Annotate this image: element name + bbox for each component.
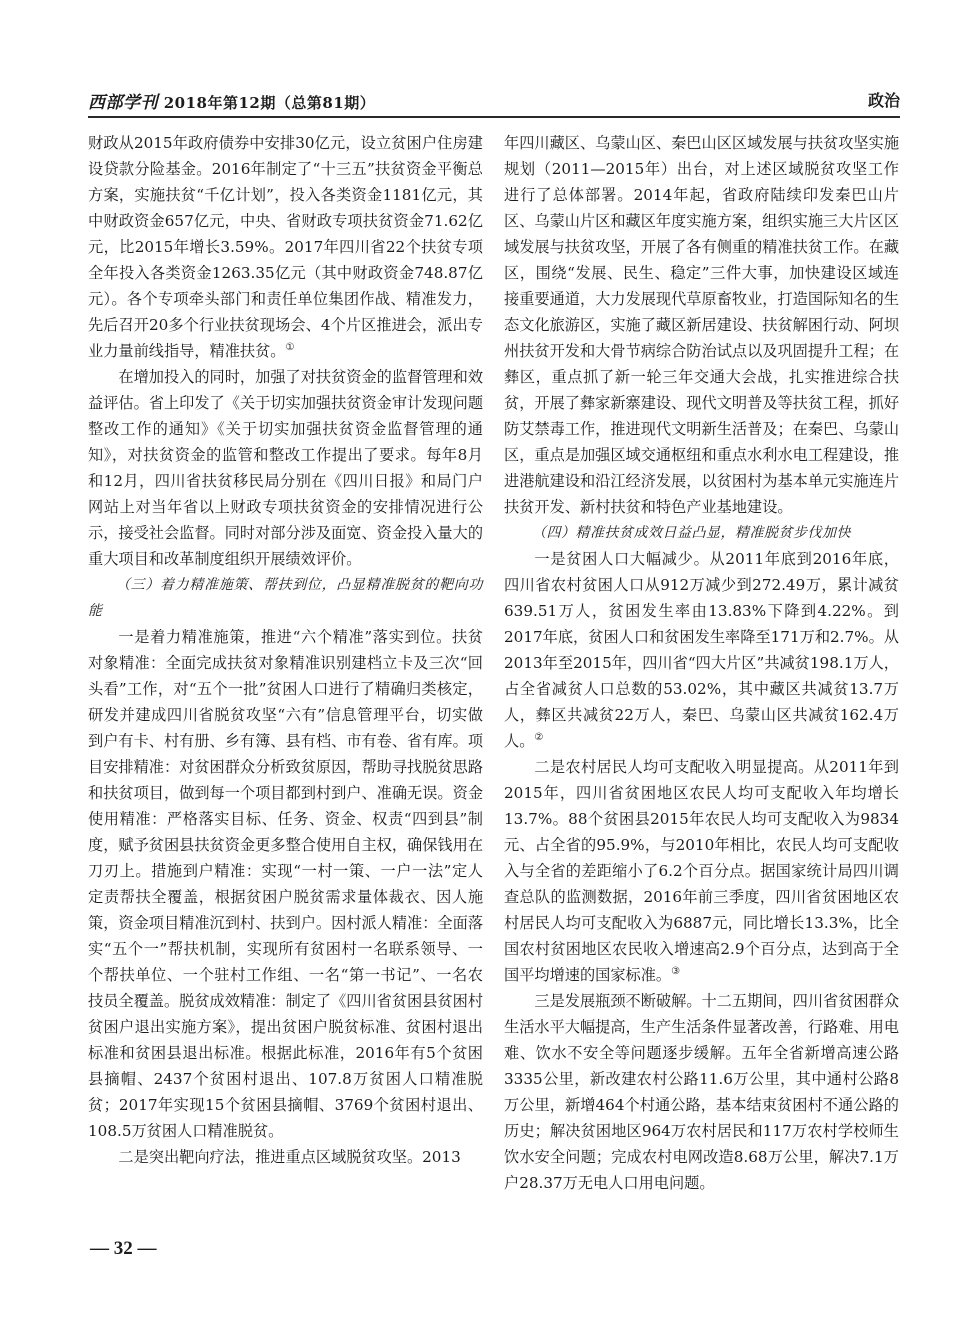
paragraph: 二是突出靶向疗法，推进重点区域脱贫攻坚。2013 (118, 1148, 461, 1166)
footnote-marker: ② (534, 731, 544, 743)
footnote-marker: ① (285, 341, 295, 353)
footnote-marker: ③ (671, 965, 681, 977)
section-label: 政治 (867, 91, 900, 110)
left-column (88, 130, 483, 1170)
paragraph: 一是着力精准施策，推进“六个精准”落实到位。扶贫对象精准：全面完成扶贫对象精准识别建档立卡及三次“回头看”工作，对“五个一批”贫困人口进行了精确归类核定，研发并建成四川省脱贫攻坚“六有”信息管理平台，切实做到户有卡、村有册、乡有簿、县有档、市有卷、省有库。项目安排精准：对贫困群众分析致贫原因，帮助寻找脱贫思路和扶贫项目，做到每一个项目都到村到户、准确无误。资金使用精准：严格落实目标、任务、资金、权责“四到县”制度，赋予贫困县扶贫资金更多整合使用自主权，确保钱用在刀刃上。措施到户精准：实现“一村一策、一户一法”定人定责帮扶全覆盖，根据贫困户脱贫需求量体裁衣、因人施策，资金项目精准沉到村、扶到户。因村派人精准：全面落实“五个一”帮扶机制，实现所有贫困村一名联系领导、一个帮扶单位、一个驻村工作组、一名“第一书记”、一名农技员全覆盖。脱贫成效精准：制定了《四川省贫困县贫困村贫困户退出实施方案》，提出贫困户脱贫标准、贫困村退出标准和贫困县退出标准。根据此标准，2016年有5个贫困县摘帽、2437个贫困村退出、107.8万贫困人口精准脱贫；2017年实现15个贫困县摘帽、3769个贫困村退出、108.5万贫困人口精准脱贫。 (88, 628, 483, 1140)
header-left (88, 88, 375, 113)
journal-name: 西部学刊 (88, 93, 158, 113)
issue-info: 2018年第12期（总第81期） (163, 94, 376, 112)
paragraph (504, 546, 899, 754)
paragraph: 在增加投入的同时，加强了对扶贫资金的监督管理和效益评估。省上印发了《关于切实加强扶贫资金审计发现问题整改工作的通知》《关于切实加强扶贫资金监督管理的通知》，对扶贫资金的监管和整改工作提出了要求。每年8月和12月，四川省扶贫移民局分别在《四川日报》和局门户网站上对当年省以上财政专项扶贫资金的安排情况进行公示，接受社会监督。同时对部分涉及面宽、资金投入量大的重大项目和改革制度组织开展绩效评价。 (88, 368, 483, 568)
page-number: — 32 — (90, 1238, 157, 1259)
header-rule (88, 116, 900, 118)
paragraph-text: 一是贫困人口大幅减少。从2011年底到2016年底，四川省农村贫困人口从912万减少到272.49万，累计减贫639.51万人，贫困发生率由13.83%下降到4.22%。到2017年底，贫困人口和贫困发生率降至171万和2.7%。从2013年至2015年，四川省“四大片区”共减贫198.1万人，占全省减贫人口总数的53.02%，其中藏区共减贫13.7万人，彝区共减贫22万人，秦巴、乌蒙山区共减贫162.4万人。 (504, 550, 899, 750)
paragraph (88, 130, 483, 364)
running-header (88, 86, 900, 114)
paragraph (504, 754, 899, 988)
section-heading: （四）精准扶贫成效日益凸显，精准脱贫步伐加快 (532, 525, 851, 541)
section-heading: （三）着力精准施策、帮扶到位，凸显精准脱贫的靶向功能 (88, 577, 483, 619)
paragraph: 三是发展瓶颈不断破解。十二五期间，四川省贫困群众生活水平大幅提高，生产生活条件显著改善，行路难、用电难、饮水不安全等问题逐步缓解。五年全省新增高速公路3335公里，新改建农村公路11.6万公里，其中通村公路8万公里，新增464个村通公路，基本结束贫困村不通公路的历史；解决贫困地区964万农村居民和117万农村学校师生饮水安全问题；完成农村电网改造8.68万公里，解决7.1万户28.37万无电人口用电问题。 (504, 992, 899, 1192)
paragraph: 年四川藏区、乌蒙山区、秦巴山区区域发展与扶贫攻坚实施规划（2011—2015年）出台，对上述区域脱贫攻坚工作进行了总体部署。2014年起，省政府陆续印发秦巴山片区、乌蒙山片区和藏区年度实施方案，组织实施三大片区区域发展与扶贫攻坚，开展了各有侧重的精准扶贫工作。在藏区，围绕“发展、民生、稳定”三件大事，加快建设区域连接重要通道，大力发展现代草原畜牧业，打造国际知名的生态文化旅游区，实施了藏区新居建设、扶贫解困行动、阿坝州扶贫开发和大骨节病综合防治试点以及巩固提升工程；在彝区，重点抓了新一轮三年交通大会战，扎实推进综合扶贫，开展了彝家新寨建设、现代文明普及等扶贫工程，抓好防艾禁毒工作，推进现代文明新生活普及；在秦巴、乌蒙山区，重点是加强区域交通枢纽和重点水利水电工程建设，推进港航建设和沿江经济发展，以贫困村为基本单元实施连片扶贫开发、新村扶贫和特色产业基地建设。 (504, 134, 899, 516)
paragraph-text: 二是农村居民人均可支配收入明显提高。从2011年到2015年，四川省贫困地区农民人均可支配收入年均增长13.7%。88个贫困县2015年农民人均可支配收入为9834元、占全省的95.9%，与2010年相比，农民人均可支配收入与全省的差距缩小了6.2个百分点。据国家统计局四川调查总队的监测数据，2016年前三季度，四川省贫困地区农村居民人均可支配收入为6887元，同比增长13.3%，比全国农村贫困地区农民收入增速高2.9个百分点，达到高于全国平均增速的国家标准。 (504, 758, 899, 984)
right-column (504, 130, 899, 1196)
paragraph-text: 财政从2015年政府债券中安排30亿元，设立贫困户住房建设贷款分险基金。2016年制定了“十三五”扶贫资金平衡总方案，实施扶贫“千亿计划”，投入各类资金1181亿元，其中财政资金657亿元，中央、省财政专项扶贫资金71.62亿元，比2015年增长3.59%。2017年四川省22个扶贫专项全年投入各类资金1263.35亿元（其中财政资金748.87亿元）。各个专项牵头部门和责任单位集团作战、精准发力，先后召开20多个行业扶贫现场会、4个片区推进会，派出专业力量前线指导，精准扶贫。 (88, 134, 483, 360)
